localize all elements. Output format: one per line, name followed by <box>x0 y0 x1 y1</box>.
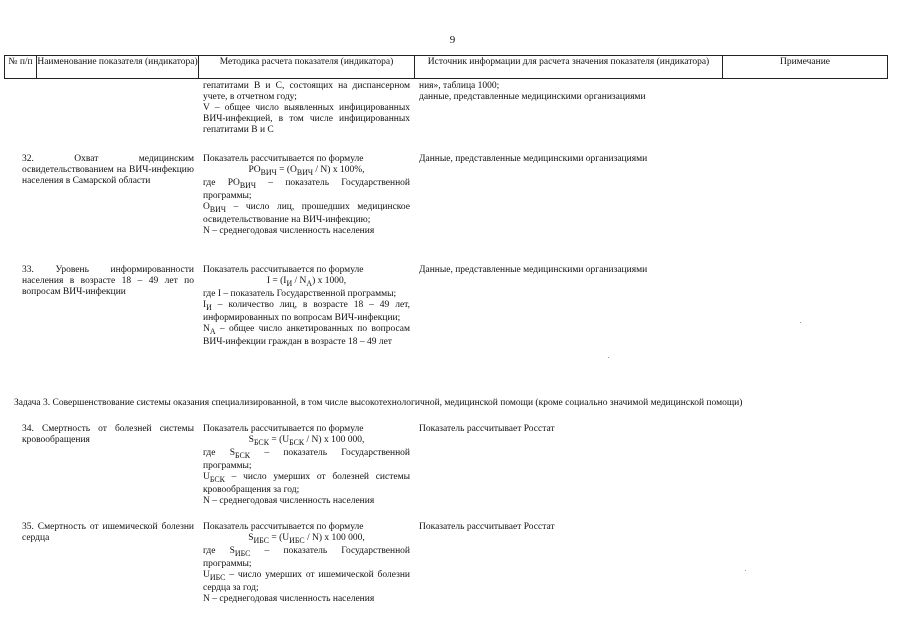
task-3-heading: Задача 3. Совершенствование системы оказания специализированной, в том числе высокотехнологичной, медицинской помощи (кроме социально значимой медицинской помощи) <box>14 398 743 408</box>
row-34-method <box>203 424 410 507</box>
row-35-name: 35. Смертность от ишемической болезни сердца <box>22 522 194 543</box>
method-line: Показатель рассчитывается по формуле <box>203 522 364 532</box>
method-line: Показатель рассчитывается по формуле <box>203 265 364 275</box>
method-line: $O_{ВИЧ}$ – число лиц, прошедших медицинское освидетельствование на ВИЧ-инфекцию; <box>203 201 410 225</box>
method-line: Показатель рассчитывается по формуле <box>203 424 364 434</box>
method-line: N – среднегодовая численность населения <box>203 495 375 506</box>
method-line: где $PO_{ВИЧ}$ – показатель Государственной программы; <box>203 177 411 201</box>
continued-method <box>203 81 410 136</box>
source-line: ния», таблица 1000; <box>419 81 500 91</box>
row-35-method <box>203 522 410 605</box>
row-33-method <box>203 265 410 348</box>
method-line: V – общее число выявленных инфицированных ВИЧ-инфекцией, в том числе инфицированных гепатитами В и С <box>203 103 410 135</box>
method-line: $U_{БСК}$ – число умерших от болезней системы кровообращения за год; <box>203 471 410 495</box>
scan-speck <box>608 357 609 358</box>
header-col-number: № п/п <box>4 55 37 79</box>
row-32-method <box>203 154 410 237</box>
method-line: где $S_{ИБС}$ – показатель Государственной программы; <box>203 545 411 569</box>
row-34-source: Показатель рассчитывает Росстат <box>419 424 555 434</box>
formula: $S_{ИБС} = (U_{ИБС} / N)$ x 100 000, <box>248 533 365 545</box>
method-line: гепатитами В и С, состоящих на диспансерном учете, в отчетном году; <box>203 81 410 102</box>
header-col-name: Наименование показателя (индикатора) <box>37 55 199 79</box>
row-32-source: Данные, представленные медицинскими организациями <box>419 154 648 164</box>
header-col-source: Источник информации для расчета значения показателя (индикатора) <box>415 55 723 79</box>
formula: $I = (I_И / N_А)$ x 1000, <box>266 276 347 288</box>
method-line: $I_И$ – количество лиц, в возрасте 18 – 49 лет, информированных по вопросам ВИЧ-инфекции; <box>203 299 410 323</box>
method-line: N – среднегодовая численность населения <box>203 225 375 236</box>
row-34-name: 34. Смертность от болезней системы кровообращения <box>22 424 194 445</box>
scan-speck <box>800 322 801 323</box>
formula: $S_{БСК} = (U_{БСК} / N)$ x 100 000, <box>248 435 365 447</box>
formula: $PO_{ВИЧ} = (O_{ВИЧ} / N)$ x 100%, <box>248 165 365 177</box>
method-line: $U_{ИБС}$ – число умерших от ишемической болезни сердца за год; <box>203 569 410 593</box>
row-32-name: 32. Охват медицинским освидетельствованием на ВИЧ-инфекцию населения в Самарской области <box>22 154 194 186</box>
method-line: где $S_{БСК}$ – показатель Государственной программы; <box>203 447 411 471</box>
row-35-source: Показатель рассчитывает Росстат <box>419 522 555 532</box>
method-line: Показатель рассчитывается по формуле <box>203 154 364 164</box>
page-number: 9 <box>449 34 456 46</box>
method-line: $N_А$ – общее число анкетированных по вопросам ВИЧ-инфекции граждан в возрасте 18 – 49 лет <box>203 323 410 347</box>
header-col-note: Примечание <box>723 55 888 79</box>
method-line: N – среднегодовая численность населения <box>203 593 375 604</box>
method-line: где I – показатель Государственной программы; <box>203 288 397 299</box>
continued-source <box>419 81 719 103</box>
row-33-name: 33. Уровень информированности населения в возрасте 18 – 49 лет по вопросам ВИЧ-инфекции <box>22 265 194 297</box>
header-col-method: Методика расчета показателя (индикатора) <box>199 55 415 79</box>
source-line: данные, представленные медицинскими организациями <box>419 92 646 102</box>
row-33-source: Данные, представленные медицинскими организациями <box>419 265 648 275</box>
scan-speck <box>745 570 746 571</box>
